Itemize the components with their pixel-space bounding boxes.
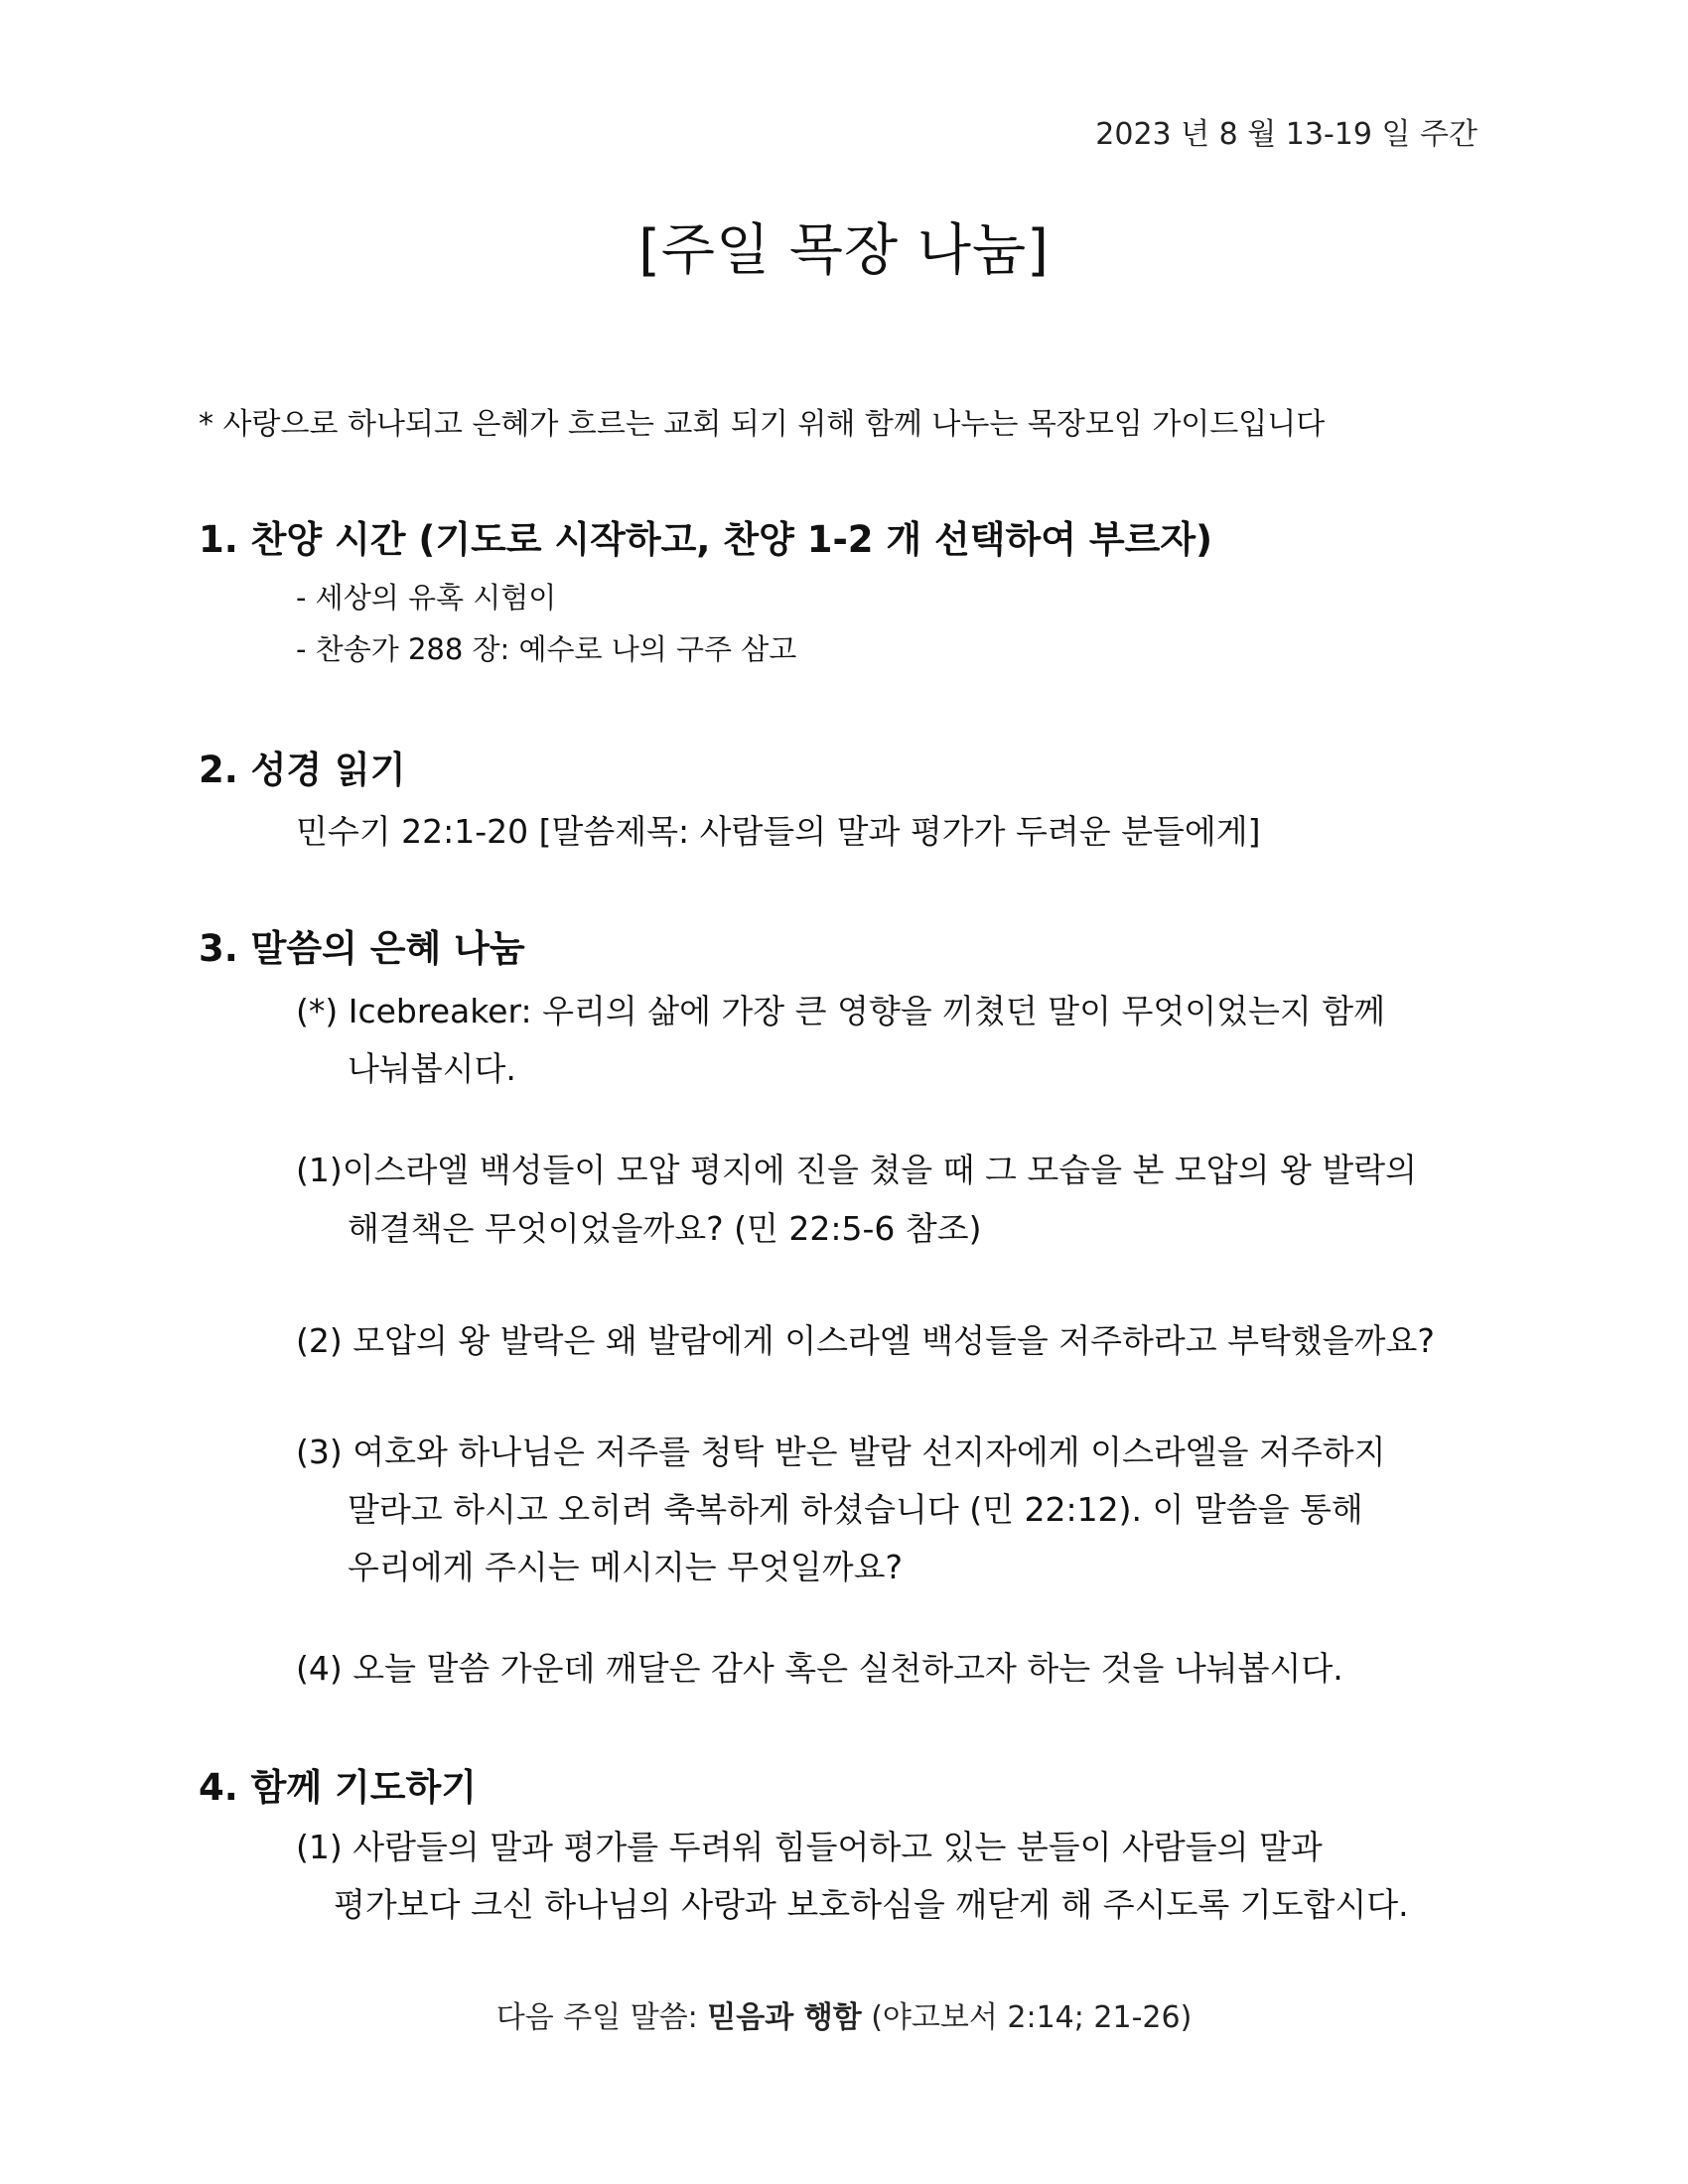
section-heading-sermon-sharing: 3. 말씀의 은혜 나눔 <box>199 927 525 970</box>
intro-note: * 사랑으로 하나되고 은혜가 흐르는 교회 되기 위해 함께 나누는 목장모임 가이드입니다 <box>199 407 1326 442</box>
question-3-line-2: 말라고 하시고 오히려 축복하게 하셨습니다 (민 22:12). 이 말씀을 통해 <box>348 1490 1363 1529</box>
question-4: (4) 오늘 말씀 가운데 깨달은 감사 혹은 실천하고자 하는 것을 나눠봅시다. <box>296 1649 1343 1688</box>
praise-song-1: - 세상의 유혹 시험이 <box>296 581 557 614</box>
icebreaker-line-1: (*) Icebreaker: 우리의 삶에 가장 큰 영향을 끼쳤던 말이 무엇이었는지 함께 <box>296 992 1386 1030</box>
question-1-line-2: 해결책은 무엇이었을까요? (민 22:5-6 참조) <box>348 1209 982 1248</box>
section-heading-prayer: 4. 함께 기도하기 <box>199 1766 478 1809</box>
bible-passage: 민수기 22:1-20 [말씀제목: 사람들의 말과 평가가 두려운 분들에게] <box>296 812 1261 851</box>
next-sermon-note <box>0 1992 1688 2036</box>
question-3-line-1: (3) 여호와 하나님은 저주를 청탁 받은 발람 선지자에게 이스라엘을 저주하지 <box>296 1433 1386 1471</box>
next-sermon-title: 믿음과 행함 <box>707 2000 862 2035</box>
page-title: [주일 목장 나눔] <box>638 218 1050 283</box>
date-range: 2023 년 8 월 13-19 일 주간 <box>1095 117 1477 152</box>
prayer-line-2: 평가보다 크신 하나님의 사랑과 보호하심을 깨닫게 해 주시도록 기도합시다. <box>334 1885 1409 1924</box>
next-sermon-prefix: 다음 주일 말씀: <box>495 2000 708 2035</box>
section-heading-praise: 1. 찬양 시간 (기도로 시작하고, 찬양 1-2 개 선택하여 부르자) <box>199 518 1213 561</box>
next-sermon-reference: (야고보서 2:14; 21-26) <box>861 2000 1193 2035</box>
question-3-line-3: 우리에게 주시는 메시지는 무엇일까요? <box>348 1548 904 1586</box>
question-2: (2) 모압의 왕 발락은 왜 발람에게 이스라엘 백성들을 저주하라고 부탁했을까요? <box>296 1321 1435 1360</box>
section-heading-bible-reading: 2. 성경 읽기 <box>199 749 406 791</box>
praise-song-2: - 찬송가 288 장: 예수로 나의 구주 삼고 <box>296 632 797 666</box>
icebreaker-line-2: 나눠봅시다. <box>348 1049 516 1088</box>
prayer-line-1: (1) 사람들의 말과 평가를 두려워 힘들어하고 있는 분들이 사람들의 말과 <box>296 1828 1323 1866</box>
question-1-line-1: (1)이스라엘 백성들이 모압 평지에 진을 쳤을 때 그 모습을 본 모압의 왕 발락의 <box>296 1151 1417 1189</box>
